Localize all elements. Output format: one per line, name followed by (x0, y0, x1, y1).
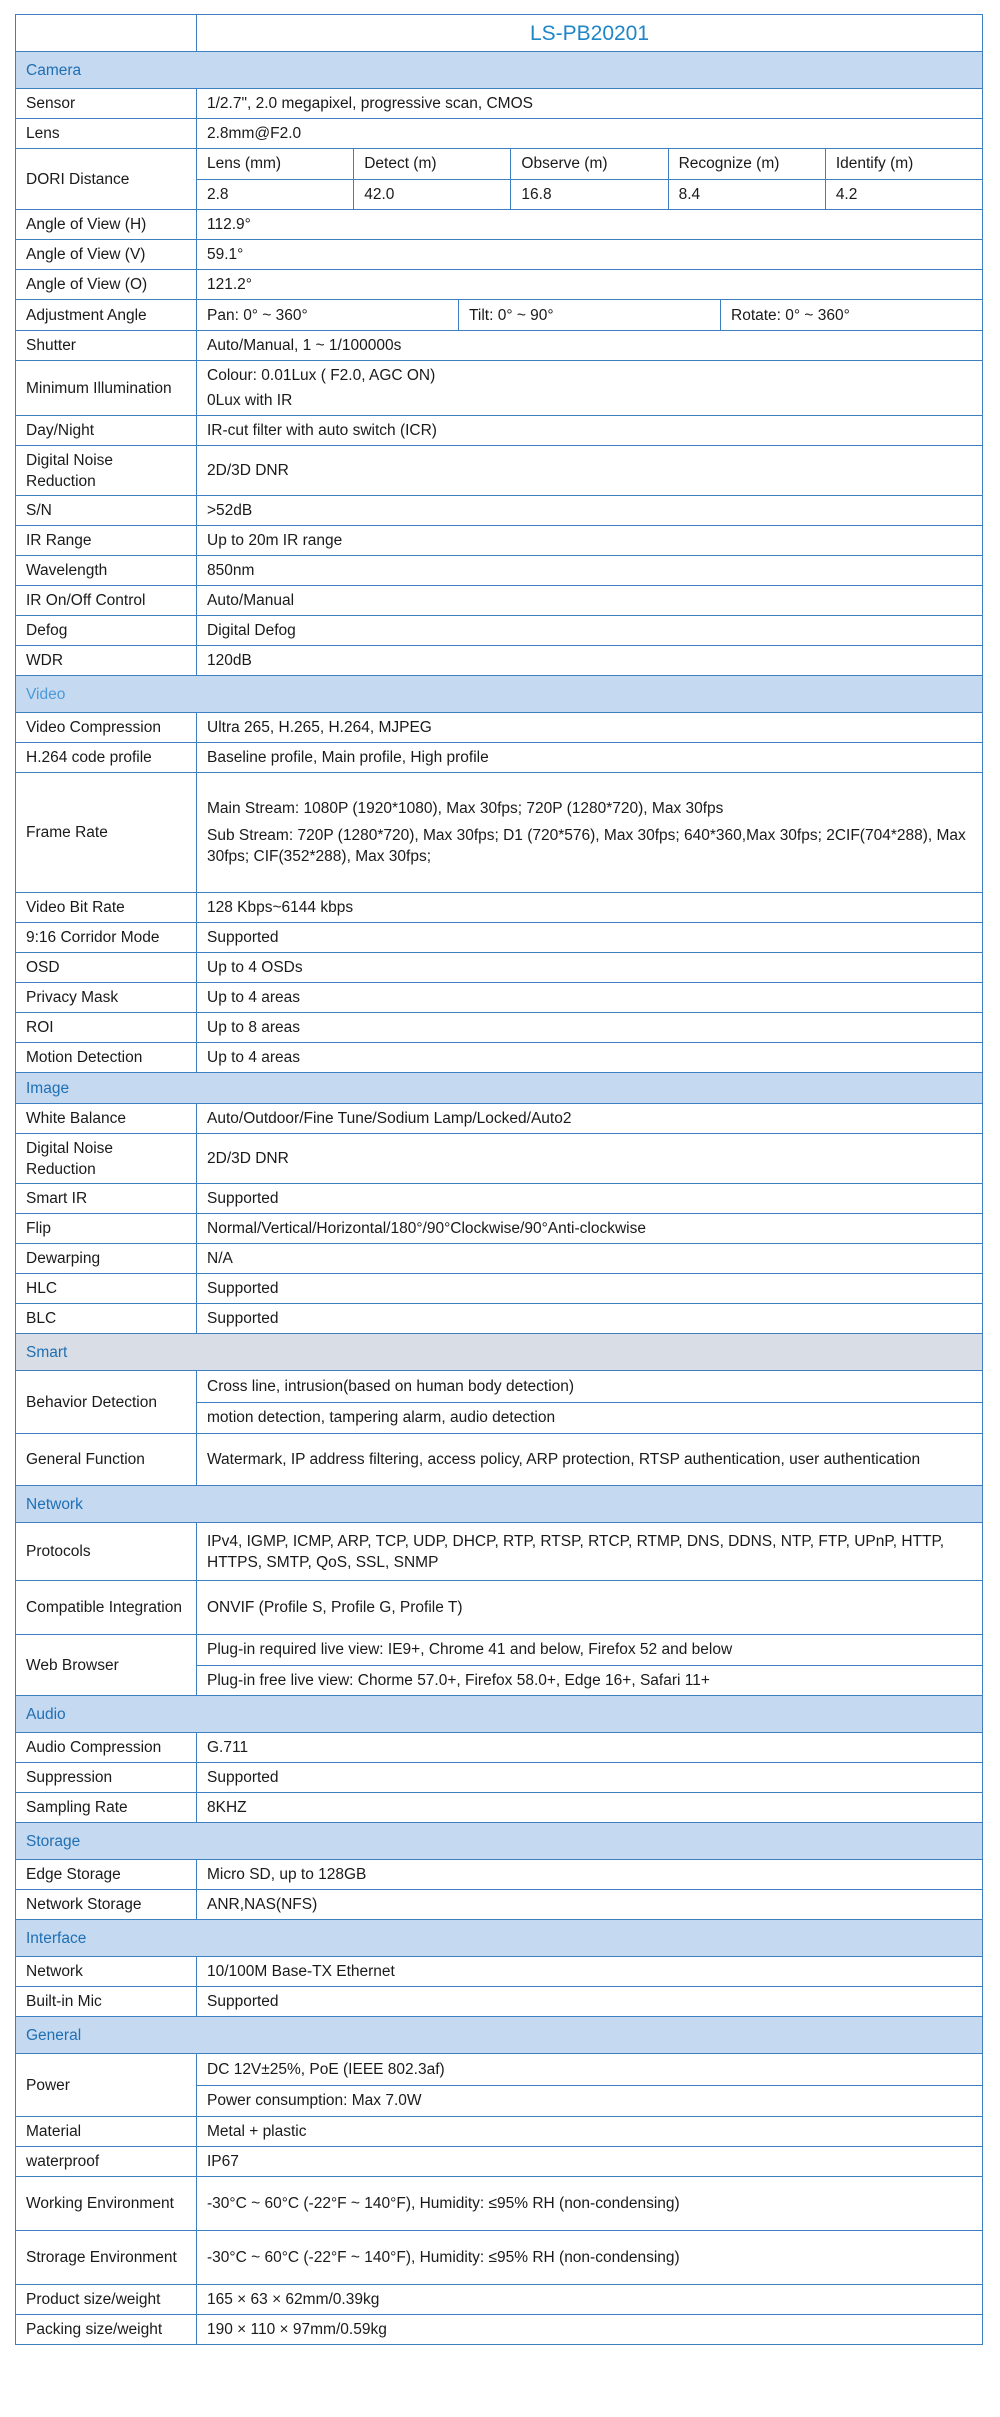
adjustment-grid (197, 300, 983, 331)
dori-value: 42.0 (353, 180, 510, 210)
spec-row-mic (16, 1987, 983, 2017)
spec-label: White Balance (16, 1104, 197, 1134)
title-row (16, 15, 983, 52)
spec-value: -30°C ~ 60°C (-22°F ~ 140°F), Humidity: ≤95% RH (non-condensing) (197, 2231, 983, 2285)
spec-value: Up to 20m IR range (197, 526, 983, 556)
spec-value: 112.9° (197, 210, 983, 240)
spec-value-line: Cross line, intrusion(based on human body detection) (207, 1377, 575, 1395)
spec-row-general-function (16, 1434, 983, 1486)
spec-value-line: motion detection, tampering alarm, audio detection (197, 1402, 982, 1434)
section-interface (16, 1920, 983, 1957)
spec-row-sensor (16, 89, 983, 119)
spec-value: IP67 (197, 2147, 983, 2177)
model-title: LS-PB20201 (197, 15, 983, 52)
section-title: Network (16, 1486, 983, 1523)
spec-label: Network Storage (16, 1890, 197, 1920)
spec-label: Behavior Detection (16, 1371, 197, 1434)
section-title: General (16, 2017, 983, 2054)
spec-label: Frame Rate (16, 773, 197, 893)
spec-label: DORI Distance (16, 149, 197, 210)
spec-label: Defog (16, 616, 197, 646)
spec-row-power (16, 2054, 983, 2117)
spec-value: 10/100M Base-TX Ethernet (197, 1957, 983, 1987)
section-camera (16, 52, 983, 89)
spec-value: Up to 8 areas (197, 1013, 983, 1043)
spec-value: Baseline profile, Main profile, High profile (197, 743, 983, 773)
spec-sheet (15, 14, 983, 2345)
spec-value-line: Plug-in required live view: IE9+, Chrome 41 and below, Firefox 52 and below (207, 1641, 733, 1659)
spec-label: Web Browser (16, 1635, 197, 1696)
spec-value: Up to 4 OSDs (197, 953, 983, 983)
spec-row-shutter (16, 331, 983, 361)
spec-row-dori (16, 149, 983, 210)
spec-row-ir-range (16, 526, 983, 556)
section-title: Storage (16, 1823, 983, 1860)
spec-value-line: Plug-in free live view: Chorme 57.0+, Firefox 58.0+, Edge 16+, Safari 11+ (197, 1665, 982, 1696)
spec-row-aov-h (16, 210, 983, 240)
spec-row-privacy (16, 983, 983, 1013)
spec-row-dnr (16, 446, 983, 496)
spec-row-audio-compression (16, 1733, 983, 1763)
spec-label: Lens (16, 119, 197, 149)
spec-label: Strorage Environment (16, 2231, 197, 2285)
spec-row-integration (16, 1581, 983, 1635)
behavior-grid (197, 1371, 983, 1434)
spec-value: 190 × 110 × 97mm/0.59kg (197, 2315, 983, 2345)
section-title: Image (16, 1073, 983, 1104)
adjust-rotate: Rotate: 0° ~ 360° (720, 300, 982, 330)
spec-row-behavior (16, 1371, 983, 1434)
spec-row-suppression (16, 1763, 983, 1793)
spec-value: G.711 (197, 1733, 983, 1763)
spec-label: OSD (16, 953, 197, 983)
spec-row-web-browser (16, 1635, 983, 1696)
spec-row-bitrate (16, 893, 983, 923)
spec-label: Suppression (16, 1763, 197, 1793)
spec-label: Motion Detection (16, 1043, 197, 1073)
spec-row-protocols (16, 1523, 983, 1581)
spec-row-sn (16, 496, 983, 526)
spec-label: Adjustment Angle (16, 300, 197, 331)
spec-row-aov-v (16, 240, 983, 270)
frame-rate-sub: Sub Stream: 720P (1280*720), Max 30fps; D1 (720*576), Max 30fps; 640*360,Max 30fps; 2CIF(704*288), Max 30fps; CIF(352*288), Max 30fps; (207, 827, 966, 865)
spec-value: 128 Kbps~6144 kbps (197, 893, 983, 923)
spec-label: WDR (16, 646, 197, 676)
spec-table (15, 14, 983, 2345)
spec-value: Auto/Manual, 1 ~ 1/100000s (197, 331, 983, 361)
spec-value: 8KHZ (197, 1793, 983, 1823)
spec-value: Auto/Manual (197, 586, 983, 616)
spec-label: H.264 code profile (16, 743, 197, 773)
spec-value: Supported (197, 923, 983, 953)
spec-row-adjustment (16, 300, 983, 331)
spec-row-wdr (16, 646, 983, 676)
section-title: Interface (16, 1920, 983, 1957)
spec-value: IR-cut filter with auto switch (ICR) (197, 416, 983, 446)
spec-row-aov-o (16, 270, 983, 300)
spec-label: IR Range (16, 526, 197, 556)
section-title: Camera (16, 52, 983, 89)
spec-row-network-interface (16, 1957, 983, 1987)
section-audio (16, 1696, 983, 1733)
spec-value-multi (197, 361, 983, 416)
spec-label: General Function (16, 1434, 197, 1486)
spec-value: Supported (197, 1184, 983, 1214)
spec-row-working-env (16, 2177, 983, 2231)
spec-row-code-profile (16, 743, 983, 773)
spec-value: -30°C ~ 60°C (-22°F ~ 140°F), Humidity: ≤95% RH (non-condensing) (197, 2177, 983, 2231)
spec-value: Supported (197, 1304, 983, 1334)
spec-label: Digital Noise Reduction (16, 446, 197, 496)
spec-row-product-size (16, 2285, 983, 2315)
spec-label: Smart IR (16, 1184, 197, 1214)
frame-rate-main: Main Stream: 1080P (1920*1080), Max 30fps; 720P (1280*720), Max 30fps (207, 800, 724, 817)
spec-value: Supported (197, 1763, 983, 1793)
spec-value: Supported (197, 1274, 983, 1304)
dori-header: Observe (m) (510, 149, 667, 179)
spec-row-hlc (16, 1274, 983, 1304)
adjust-tilt: Tilt: 0° ~ 90° (458, 300, 720, 330)
spec-value-multi (197, 773, 983, 893)
dori-value: 16.8 (510, 180, 667, 210)
section-general (16, 2017, 983, 2054)
spec-label: Packing size/weight (16, 2315, 197, 2345)
spec-row-defog (16, 616, 983, 646)
dori-header: Detect (m) (353, 149, 510, 179)
spec-value-line: DC 12V±25%, PoE (IEEE 802.3af) (207, 2060, 445, 2078)
spec-label: BLC (16, 1304, 197, 1334)
spec-value: Watermark, IP address filtering, access policy, ARP protection, RTSP authentication, user authentication (197, 1434, 983, 1486)
spec-value: 1/2.7", 2.0 megapixel, progressive scan, CMOS (197, 89, 983, 119)
spec-value: Normal/Vertical/Horizontal/180°/90°Clockwise/90°Anti-clockwise (197, 1214, 983, 1244)
section-title: Audio (16, 1696, 983, 1733)
section-title: Video (16, 676, 983, 713)
spec-row-edge-storage (16, 1860, 983, 1890)
spec-row-roi (16, 1013, 983, 1043)
spec-value-line: Colour: 0.01Lux ( F2.0, AGC ON) (207, 367, 436, 384)
spec-value-line: Power consumption: Max 7.0W (197, 2085, 982, 2117)
spec-row-osd (16, 953, 983, 983)
title-blank-cell (16, 15, 197, 52)
spec-label: Flip (16, 1214, 197, 1244)
spec-label: Video Bit Rate (16, 893, 197, 923)
spec-label: Wavelength (16, 556, 197, 586)
spec-label: Working Environment (16, 2177, 197, 2231)
spec-row-dewarping (16, 1244, 983, 1274)
spec-label: Network (16, 1957, 197, 1987)
dori-header: Identify (m) (825, 149, 982, 179)
dori-header: Recognize (m) (668, 149, 825, 179)
power-grid (197, 2054, 983, 2117)
spec-value: Ultra 265, H.265, H.264, MJPEG (197, 713, 983, 743)
spec-label: IR On/Off Control (16, 586, 197, 616)
spec-value: Auto/Outdoor/Fine Tune/Sodium Lamp/Locked/Auto2 (197, 1104, 983, 1134)
spec-value-line: 0Lux with IR (207, 392, 293, 409)
spec-row-daynight (16, 416, 983, 446)
spec-label: Dewarping (16, 1244, 197, 1274)
browser-grid (197, 1635, 983, 1696)
spec-value: IPv4, IGMP, ICMP, ARP, TCP, UDP, DHCP, RTP, RTSP, RTCP, RTMP, DNS, DDNS, NTP, FTP, UPnP, HTTP, HTTPS, SMTP, QoS, SSL, SNMP (197, 1523, 983, 1581)
spec-value: Up to 4 areas (197, 983, 983, 1013)
spec-value: Digital Defog (197, 616, 983, 646)
spec-label: Privacy Mask (16, 983, 197, 1013)
spec-row-flip (16, 1214, 983, 1244)
spec-label: Material (16, 2117, 197, 2147)
spec-label: S/N (16, 496, 197, 526)
spec-row-illumination (16, 361, 983, 416)
dori-value: 8.4 (668, 180, 825, 210)
spec-value: ONVIF (Profile S, Profile G, Profile T) (197, 1581, 983, 1635)
spec-row-packing-size (16, 2315, 983, 2345)
spec-row-smart-ir (16, 1184, 983, 1214)
spec-label: waterproof (16, 2147, 197, 2177)
spec-label: Day/Night (16, 416, 197, 446)
dori-header: Lens (mm) (207, 155, 282, 173)
spec-value: 120dB (197, 646, 983, 676)
spec-value: >52dB (197, 496, 983, 526)
spec-value: 850nm (197, 556, 983, 586)
section-storage (16, 1823, 983, 1860)
spec-label: ROI (16, 1013, 197, 1043)
spec-value: Metal + plastic (197, 2117, 983, 2147)
spec-label: Compatible Integration (16, 1581, 197, 1635)
section-image (16, 1073, 983, 1104)
section-network (16, 1486, 983, 1523)
spec-label: 9:16 Corridor Mode (16, 923, 197, 953)
spec-value: ANR,NAS(NFS) (197, 1890, 983, 1920)
spec-row-motion (16, 1043, 983, 1073)
spec-value: Up to 4 areas (197, 1043, 983, 1073)
spec-label: Power (16, 2054, 197, 2117)
dori-value: 4.2 (825, 180, 982, 210)
spec-row-storage-env (16, 2231, 983, 2285)
spec-label: Digital Noise Reduction (16, 1134, 197, 1184)
spec-row-ir-control (16, 586, 983, 616)
spec-value: 59.1° (197, 240, 983, 270)
spec-label: Sampling Rate (16, 1793, 197, 1823)
spec-row-image-dnr (16, 1134, 983, 1184)
spec-label: HLC (16, 1274, 197, 1304)
spec-value: 121.2° (197, 270, 983, 300)
spec-label: Audio Compression (16, 1733, 197, 1763)
spec-value: Micro SD, up to 128GB (197, 1860, 983, 1890)
spec-row-blc (16, 1304, 983, 1334)
section-title: Smart (16, 1334, 983, 1371)
spec-row-video-compression (16, 713, 983, 743)
spec-label: Video Compression (16, 713, 197, 743)
spec-label: Minimum Illumination (16, 361, 197, 416)
adjust-pan: Pan: 0° ~ 360° (207, 306, 308, 324)
spec-row-corridor (16, 923, 983, 953)
spec-row-material (16, 2117, 983, 2147)
spec-value: N/A (197, 1244, 983, 1274)
section-smart (16, 1334, 983, 1371)
spec-label: Built-in Mic (16, 1987, 197, 2017)
spec-value: Supported (197, 1987, 983, 2017)
spec-label: Product size/weight (16, 2285, 197, 2315)
spec-label: Angle of View (O) (16, 270, 197, 300)
spec-label: Angle of View (V) (16, 240, 197, 270)
dori-grid (197, 149, 983, 210)
spec-value: 165 × 63 × 62mm/0.39kg (197, 2285, 983, 2315)
spec-label: Sensor (16, 89, 197, 119)
spec-value: 2D/3D DNR (197, 446, 983, 496)
dori-value: 2.8 (207, 185, 229, 203)
spec-row-lens (16, 119, 983, 149)
spec-row-sampling (16, 1793, 983, 1823)
spec-label: Shutter (16, 331, 197, 361)
spec-row-waterproof (16, 2147, 983, 2177)
spec-row-white-balance (16, 1104, 983, 1134)
spec-value: 2D/3D DNR (197, 1134, 983, 1184)
spec-value: 2.8mm@F2.0 (197, 119, 983, 149)
spec-row-frame-rate (16, 773, 983, 893)
spec-label: Angle of View (H) (16, 210, 197, 240)
spec-label: Protocols (16, 1523, 197, 1581)
spec-label: Edge Storage (16, 1860, 197, 1890)
spec-row-network-storage (16, 1890, 983, 1920)
section-video (16, 676, 983, 713)
spec-row-wavelength (16, 556, 983, 586)
